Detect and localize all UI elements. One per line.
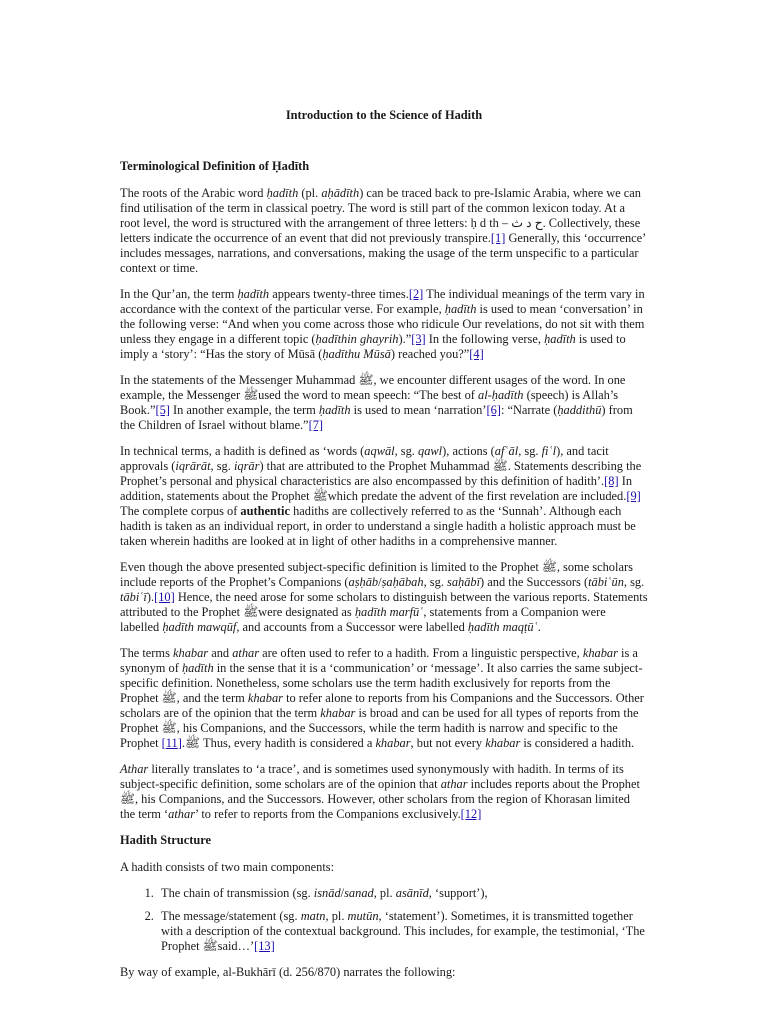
text-run: ) that are attributed to the Prophet Muhammad ﷺ. Statements describing the Prophet’s personal and physical characteristics are also encompassed by this definition of hadith’. xyxy=(120,459,642,488)
text-run: hadiths are collectively referred to as the ‘Sunnah’. Although each hadith is taken as an individual report, in order to understand a single hadith a holistic approach must be taken wherein hadiths are looked at in light of other hadiths in a comprehensive manner. xyxy=(120,504,636,548)
italic-term: ḥadīth marfūʿ xyxy=(354,605,424,619)
text-run: are often used to refer to a hadith. From a linguistic perspective, xyxy=(259,646,583,660)
text-run: , sg. xyxy=(623,575,645,589)
italic-term: fiʿl xyxy=(541,444,557,458)
italic-term: iqrār xyxy=(233,459,260,473)
italic-term: iqrārāt xyxy=(175,459,211,473)
text-run: . xyxy=(537,620,541,634)
italic-term: aḥādīth xyxy=(321,186,360,200)
italic-term: asānīd xyxy=(395,886,429,900)
italic-term: ḥadīth xyxy=(544,332,576,346)
italic-term: isnād xyxy=(313,886,341,900)
footnote-link[interactable]: [8] xyxy=(604,474,619,488)
italic-term: tābiʿūn xyxy=(588,575,624,589)
text-run: ) reached you?” xyxy=(390,347,470,361)
paragraph xyxy=(120,287,648,362)
paragraph xyxy=(120,373,648,433)
text-run: ), and tacit approvals ( xyxy=(120,444,609,473)
section-heading-definition: Terminological Definition of Ḥadīth xyxy=(120,159,310,173)
footnote-link[interactable]: [1] xyxy=(490,231,506,245)
text-run: The individual meanings of the term vary in accordance with the context of the particular verse. For example, xyxy=(120,287,645,316)
text-run: , and accounts from a Successor were labelled xyxy=(236,620,468,634)
footnote-link[interactable]: [2] xyxy=(408,287,424,301)
italic-term: saḥābī xyxy=(447,575,481,589)
italic-term: matn xyxy=(300,909,326,923)
italic-term: ḥadīth xyxy=(444,302,477,316)
text-run: is used to mean ‘conversation’ in the following verse: “And when you come across those who ridicule Our revelations, do not sit with them unless they engage in a different topic ( xyxy=(120,302,645,346)
text-run: The complete corpus of xyxy=(120,504,241,518)
text-run: In the statements of the Messenger Muhammad ﷺ, we encounter different usages of the word. In one example, the Messenger ﷺused the word to mean speech: “The best of xyxy=(120,373,626,402)
text-run: to refer alone to reports from his Companions and the Successors. Other scholars are of the opinion that the term xyxy=(120,691,644,720)
text-run: is a synonym of xyxy=(120,646,638,675)
italic-term: tābiʿī xyxy=(120,590,147,604)
text-run: , ‘statement’). Sometimes, it is transmitted together with a description of the contextual background. This includes, for example, the testimonial, ‘The Prophet ﷺsaid…’ xyxy=(161,909,645,953)
footnote-link[interactable]: [12] xyxy=(460,807,482,821)
text-run: , ‘support’), xyxy=(428,886,488,900)
text-run: (pl. xyxy=(298,186,322,200)
text-run: and xyxy=(208,646,233,660)
italic-term: ḥadīthu Mūsā xyxy=(322,347,391,361)
italic-term: khabar xyxy=(247,691,283,705)
footnote-link[interactable]: [7] xyxy=(308,418,324,432)
text-run: The terms xyxy=(120,646,173,660)
italic-term: ḥadīth maqṭūʿ xyxy=(467,620,538,634)
text-run: The chain of transmission (sg. xyxy=(161,886,314,900)
paragraph xyxy=(120,560,648,635)
text-run: In addition, statements about the Prophet ﷺwhich predate the advent of the first revelation are included. xyxy=(120,474,633,503)
text-run: , sg. xyxy=(210,459,234,473)
text-run: ) and the Successors ( xyxy=(480,575,589,589)
text-run: (speech) is Allah’s Book.” xyxy=(120,388,619,417)
text-run: , pl. xyxy=(373,886,396,900)
text-run: Hence, the need arose for some scholars to distinguish between the various reports. Statements attributed to the Prophet ﷺwere designated as xyxy=(120,590,648,619)
text-run: : “Narrate ( xyxy=(500,403,558,417)
text-run: Generally, this ‘occurrence’ includes messages, narrations, and conversations, making the usage of the term unspecific to a particular context or time. xyxy=(120,231,646,275)
bold-term: authentic xyxy=(240,504,290,518)
footnote-link[interactable]: [3] xyxy=(411,332,426,346)
italic-term: ḥadīth xyxy=(266,186,299,200)
text-run: is used to mean ‘narration’ xyxy=(350,403,487,417)
text-run: In the following verse, xyxy=(425,332,545,346)
text-run: literally translates to ‘a trace’, and is sometimes used synonymously with hadith. In terms of its subject-specific definition, some scholars are of the opinion that xyxy=(120,762,624,791)
paragraph xyxy=(120,444,648,549)
italic-term: athar xyxy=(440,777,468,791)
text-run: includes reports about the Prophet ﷺ, his Companions, and the Successors. However, other scholars from the region of Khorasan limited the term ‘ xyxy=(120,777,640,821)
italic-term: aṣḥāb xyxy=(348,575,379,589)
text-run: in the sense that it is a ‘communication’ or ‘message’. It also carries the same subject-specific definition. Nonetheless, some scholars use the term hadith exclusively for reports from the Prophet ﷺ, and the term xyxy=(120,661,643,705)
section-heading-structure: Hadith Structure xyxy=(120,833,211,847)
text-run: In technical terms, a hadith is defined as ‘words ( xyxy=(120,444,365,458)
text-run: ) from the Children of Israel without blame.” xyxy=(120,403,633,432)
footnote-link[interactable]: [6] xyxy=(486,403,501,417)
text-run: , sg. xyxy=(518,444,542,458)
text-run: The message/statement (sg. xyxy=(161,909,301,923)
structure-intro: A hadith consists of two main components: xyxy=(120,860,335,874)
footnote-link[interactable]: [9] xyxy=(626,489,641,503)
italic-term: athar xyxy=(168,807,196,821)
footnote-link[interactable]: [4] xyxy=(469,347,484,361)
text-run: is considered a hadith. xyxy=(520,736,635,750)
text-run: In another example, the term xyxy=(169,403,319,417)
text-run: ), actions ( xyxy=(442,444,495,458)
document-title: Introduction to the Science of Hadith xyxy=(285,108,483,122)
paragraph xyxy=(120,646,648,751)
footnote-link[interactable]: [5] xyxy=(155,403,170,417)
italic-term: ḥadīth xyxy=(318,403,351,417)
text-run: , pl. xyxy=(325,909,348,923)
italic-term: khabar xyxy=(582,646,618,660)
italic-term: ḥaddithū xyxy=(557,403,602,417)
italic-term: qawl xyxy=(418,444,443,458)
text-run: ).” xyxy=(398,332,412,346)
italic-term: ṣaḥābah xyxy=(381,575,424,589)
italic-term: ḥadīthin ghayrih xyxy=(315,332,399,346)
text-run: , statements from a Companion were labelled xyxy=(120,605,606,634)
text-run: is used to imply a ‘story’: “Has the story of Mūsā ( xyxy=(120,332,626,361)
text-run: is broad and can be used for all types of reports from the Prophet ﷺ, his Companions, and the Successors, while the term hadith is narrow and specific to the Prophet ﷺ. xyxy=(120,706,639,750)
list-item xyxy=(157,909,648,954)
text-run: Even though the above presented subject-specific definition is limited to the Prophet ﷺ, some scholars include reports of the Prophet’s Companions ( xyxy=(120,560,633,589)
italic-term: Athar xyxy=(120,762,149,776)
italic-term: aqwāl xyxy=(364,444,395,458)
italic-term: ḥadīth mawqūf xyxy=(162,620,237,634)
italic-term: ḥadīth xyxy=(237,287,270,301)
text-run: / xyxy=(378,575,382,589)
footnote-link[interactable]: [10] xyxy=(154,590,175,604)
italic-term: ḥadīth xyxy=(181,661,214,675)
text-run: The roots of the Arabic word xyxy=(120,186,267,200)
text-run: / xyxy=(340,886,345,900)
document-page xyxy=(120,108,648,991)
list-item xyxy=(157,886,648,901)
italic-term: khabar xyxy=(485,736,521,750)
italic-term: khabar xyxy=(375,736,411,750)
italic-term: sanad xyxy=(344,886,374,900)
component-list xyxy=(120,886,648,954)
italic-term: khabar xyxy=(173,646,209,660)
text-run: , sg. xyxy=(423,575,447,589)
italic-term: afʿāl xyxy=(494,444,519,458)
text-run: appears twenty-three times. xyxy=(269,287,409,301)
italic-term: khabar xyxy=(320,706,356,720)
text-run: In the Qur’an, the term xyxy=(120,287,238,301)
paragraph xyxy=(120,762,648,822)
footnote-link[interactable]: [13] xyxy=(254,939,275,953)
text-run: ) can be traced back to pre-Islamic Arabia, where we can find utilisation of the term in classical poetry. The word is still part of the common lexicon today. At a root level, the word is structured with the arrangement of three letters: ḥ d th – ح د ث. Collectively, these letters indicate the occurrence of an event that did not previously transpire. xyxy=(120,186,641,245)
text-run: ’ to refer to reports from the Companions exclusively. xyxy=(195,807,461,821)
closing-paragraph: By way of example, al-Bukhārī (d. 256/870) narrates the following: xyxy=(120,965,456,979)
text-run: ). xyxy=(146,590,155,604)
italic-term: mutūn xyxy=(347,909,379,923)
italic-term: al-ḥadīth xyxy=(478,388,524,402)
footnote-link[interactable]: [11] xyxy=(161,736,182,750)
text-run: Thus, every hadith is considered a xyxy=(199,736,376,750)
text-run: , but not every xyxy=(410,736,486,750)
paragraph xyxy=(120,186,648,276)
italic-term: athar xyxy=(232,646,260,660)
text-run: , sg. xyxy=(394,444,419,458)
